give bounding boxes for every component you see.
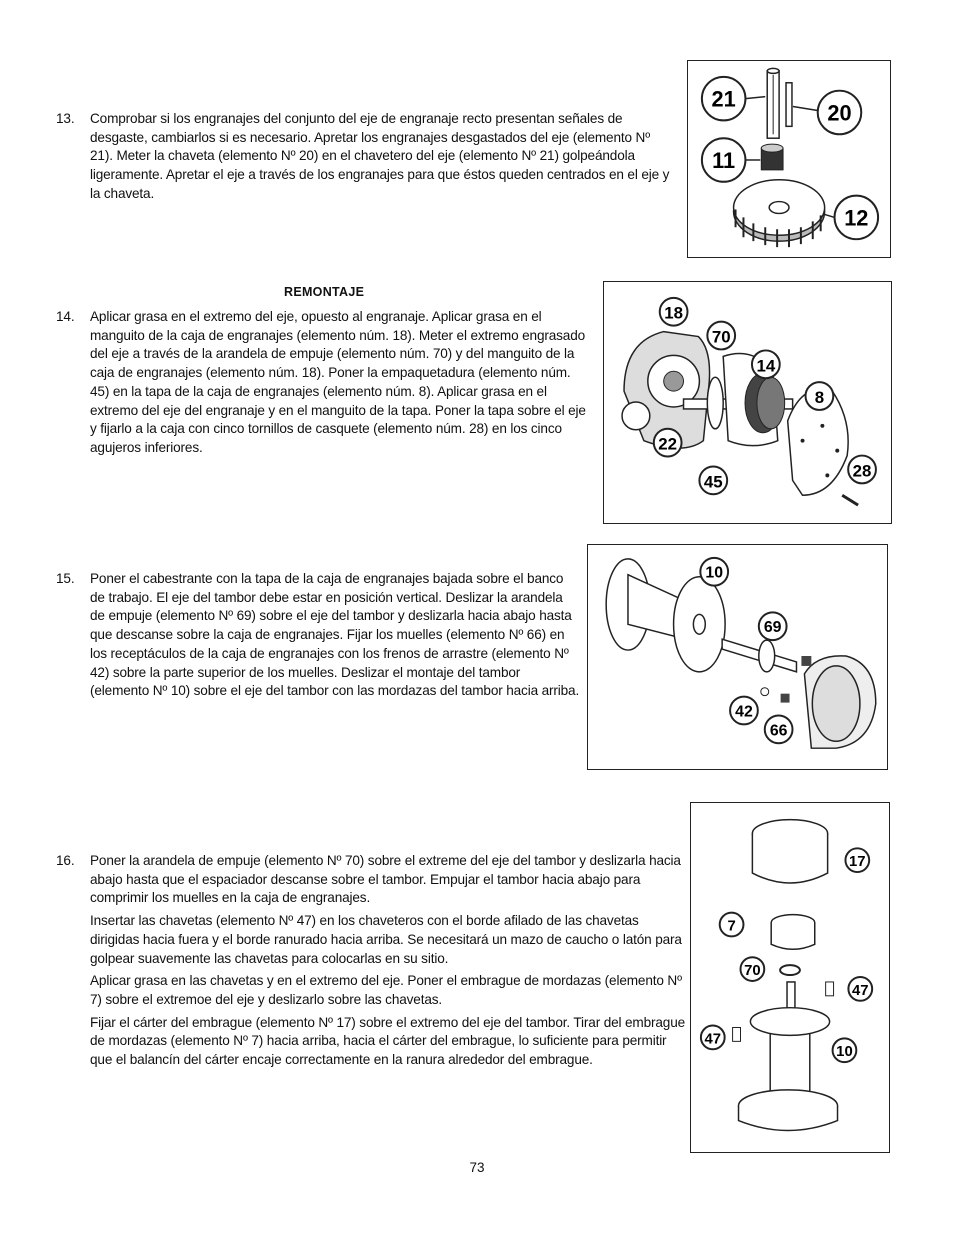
step-number: 16. <box>56 853 75 868</box>
step-number: 14. <box>56 309 75 324</box>
callout-28 <box>848 456 876 484</box>
svg-text:14: 14 <box>756 356 776 376</box>
step-text: Comprobar si los engranajes del conjunto del eje de engranaje recto presentan señales de desgaste, cambiarlos si es necesario. Apretar los engranajes desgastados del eje (elemento Nº 21). Meter la chaveta (elemento Nº 20) en el chavetero del eje (elemento Nº 21) golpeándola ligeramente. Apretar el eje a través de los engranajes para que éstos queden centrados en el eje y la chaveta. <box>90 111 670 201</box>
callout-66 <box>765 715 793 743</box>
step-text: Insertar las chavetas (elemento Nº 47) en los chaveteros con el borde afilado de las chavetas dirigidas hacia fuera y el borde ranurado hacia arriba. Se necesitará un mazo de caucho o latón para golpear suavemente las chavetas para colocarlas en su sitio. <box>90 913 682 966</box>
figure-4-drawing <box>691 803 889 1152</box>
step-text: Aplicar grasa en el extremo del eje, opuesto al engranaje. Aplicar grasa en el manguito de la caja de engranajes (elemento núm. 18). Meter el extremo engrasado del eje a través de la arandela de empuje (elemento núm. 70) y del manguito de la caja de engranajes (elemento núm. 18). Poner la empaquetadura (elemento núm. 45) en la tapa de la caja de engranajes (elemento núm. 8). Aplicar grasa en el extremo del eje del engranaje y en el manguito de la tapa. Poner la tapa sobre el eje y fijarlo a la caja con cinco tornillos de casquete (elemento núm. 28) en los cinco agujeros inferiores. <box>90 309 586 455</box>
svg-text:20: 20 <box>827 100 852 126</box>
svg-text:10: 10 <box>836 1044 853 1061</box>
callout-70 <box>741 957 765 981</box>
callout-10 <box>833 1038 857 1062</box>
svg-text:69: 69 <box>763 619 782 637</box>
svg-text:42: 42 <box>735 703 753 721</box>
callout-47 <box>701 1026 725 1050</box>
step-text: Poner el cabestrante con la tapa de la caja de engranajes bajada sobre el banco de trabajo. El eje del tambor debe estar en posición vertical. Deslizar la arandela de empuje (elemento Nº 69) sobre el eje del tambor y deslizarla hacia abajo hasta que descanse sobre la caja de engranajes. Fijar los muelles (elemento Nº 66) en los receptáculos de la caja de engranajes con los frenos de arrastre (elemento Nº 42) sobre la parte superior de los muelles. Deslizar el montaje del tambor (elemento Nº 10) sobre el eje del tambor con las mordazas del tambor hacia arriba. <box>90 571 580 699</box>
svg-text:7: 7 <box>727 918 736 935</box>
figure-1-drawing <box>688 61 890 257</box>
callout-17 <box>845 848 869 872</box>
step-15 <box>56 570 580 701</box>
svg-text:70: 70 <box>744 963 761 980</box>
callout-8 <box>806 382 834 410</box>
svg-text:21: 21 <box>711 86 736 112</box>
step-number: 15. <box>56 571 75 586</box>
svg-text:10: 10 <box>705 564 724 582</box>
callout-7 <box>720 913 744 937</box>
callout-69 <box>759 612 787 640</box>
svg-text:66: 66 <box>769 722 788 740</box>
svg-text:45: 45 <box>703 472 723 492</box>
step-14 <box>56 308 590 458</box>
svg-text:12: 12 <box>844 205 869 231</box>
step-13 <box>56 110 670 204</box>
callout-10 <box>700 558 728 586</box>
step-text: Poner la arandela de empuje (elemento Nº 70) sobre el extreme del eje del tambor y deslizarla hacia abajo hasta que el espaciador descanse sobre el tambor. Empujar el tambor hacia abajo para comprimir los muelles en la caja de engranajes. <box>90 853 681 906</box>
svg-text:47: 47 <box>704 1031 722 1048</box>
callout-14 <box>752 350 780 378</box>
callout-12 <box>835 196 879 240</box>
svg-text:70: 70 <box>711 327 731 347</box>
callout-20 <box>818 91 862 135</box>
figure-spur-gear-shaft <box>687 60 891 258</box>
figure-2-drawing <box>604 282 891 523</box>
callout-11 <box>702 138 746 182</box>
section-heading: REMONTAJE <box>284 285 365 299</box>
figure-gearbox-assembly <box>603 281 892 524</box>
step-text: Aplicar grasa en las chavetas y en el extremo del eje. Poner el embrague de mordazas (elemento Nº 7) sobre el extremoe del eje y deslizarlo sobre las chavetas. <box>90 973 682 1007</box>
svg-text:47: 47 <box>852 982 869 999</box>
page-number: 73 <box>469 1160 485 1175</box>
svg-text:28: 28 <box>852 461 872 481</box>
callout-47 <box>848 977 872 1001</box>
step-number: 13. <box>56 111 75 126</box>
svg-text:18: 18 <box>664 303 683 323</box>
svg-text:8: 8 <box>814 387 825 407</box>
callout-45 <box>699 466 727 494</box>
callout-18 <box>660 298 688 326</box>
callout-21 <box>702 77 746 121</box>
step-text: Fijar el cárter del embrague (elemento Nº 17) sobre el extremo del eje del tambor. Tirar del embrague de mordazas (elemento Nº 7) hacia arriba, hacia el cárter del embrague, lo suficiente para permitir que el balancín del cárter encaje correctamente en la ranura alrededor del embrague. <box>90 1014 686 1068</box>
figure-drum-assembly <box>587 544 888 770</box>
callout-22 <box>654 429 682 457</box>
svg-text:17: 17 <box>849 854 866 871</box>
callout-70 <box>707 322 735 350</box>
figure-3-drawing <box>588 545 887 769</box>
svg-text:22: 22 <box>658 434 678 454</box>
callout-42 <box>730 697 758 725</box>
step-16 <box>56 852 686 1070</box>
svg-text:11: 11 <box>712 147 736 173</box>
figure-clutch-assembly <box>690 802 890 1153</box>
